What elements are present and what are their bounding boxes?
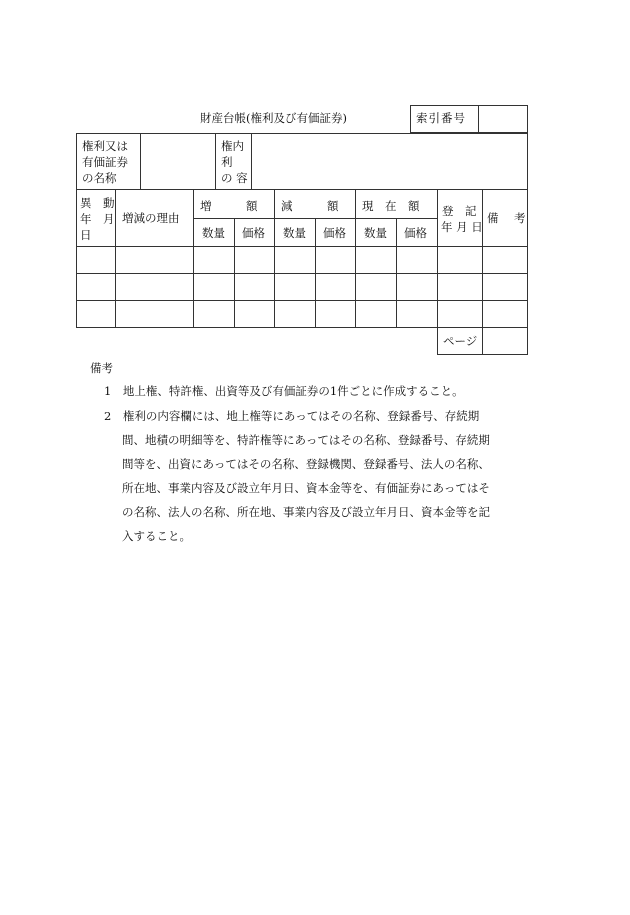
note-line-2: 2 権利の内容欄には、地上権等にあってはその名称、登録番号、存続期 [104,409,480,423]
notes-heading: 備考 [90,361,113,375]
note-line-3: 間、地積の明細等を、特許権等にあってはその名称、登録番号、存続期 [122,433,490,447]
col-reason: 増減の理由 [122,211,180,225]
col-current-qty: 数量 [364,226,387,240]
index-number-label: 索引番号 [416,111,466,125]
page-label: ページ [443,334,478,348]
note-line-1: 1 地上権、特許権、出資等及び有価証券の1件ごとに作成すること。 [104,384,464,398]
col-increase: 増 額 [200,199,258,213]
note-line-6: の名称、法人の名称、所在地、事業内容及び設立年月日、資本金等を記 [122,505,490,519]
rights-name-label-1: 権利又は [82,139,128,153]
index-number-value[interactable] [482,111,526,127]
note-line-7: 入すること。 [122,529,191,543]
col-current-price: 価格 [404,226,427,240]
rights-name-field[interactable] [144,138,212,184]
col-change-date-3: 日 [80,228,92,242]
rights-content-label-1: 権内 [221,139,244,153]
page-number-field[interactable] [484,329,526,353]
col-increase-qty: 数量 [202,226,225,240]
col-increase-price: 価格 [242,226,265,240]
note-line-5: 所在地、事業内容及び設立年月日、資本金等を、有価証券にあってはそ [122,481,490,495]
col-decrease-price: 価格 [323,226,346,240]
col-reg-date-1: 登 記 [442,204,477,218]
rights-content-field[interactable] [256,138,524,184]
col-remarks: 備 考 [487,211,528,225]
table-row[interactable] [77,274,527,300]
rights-name-label-2: 有価証券 [82,155,128,169]
col-decrease: 減 額 [281,199,339,213]
col-decrease-qty: 数量 [283,226,306,240]
col-reg-date-2: 年 月 日 [441,220,483,234]
col-change-date-2: 年 月 [80,212,115,226]
rights-content-label-2: 利 [221,155,233,169]
col-current: 現 在 額 [362,199,420,213]
note-line-4: 間等を、出資にあってはその名称、登録機関、登録番号、法人の名称、 [122,457,490,471]
col-change-date-1: 異 動 [80,196,115,210]
form-title: 財産台帳(権利及び有価証券) [200,111,347,125]
table-row[interactable] [77,301,527,327]
rights-content-label-3: の 容 [221,171,248,185]
table-row[interactable] [77,247,527,273]
rights-name-label-3: の名称 [82,171,117,185]
